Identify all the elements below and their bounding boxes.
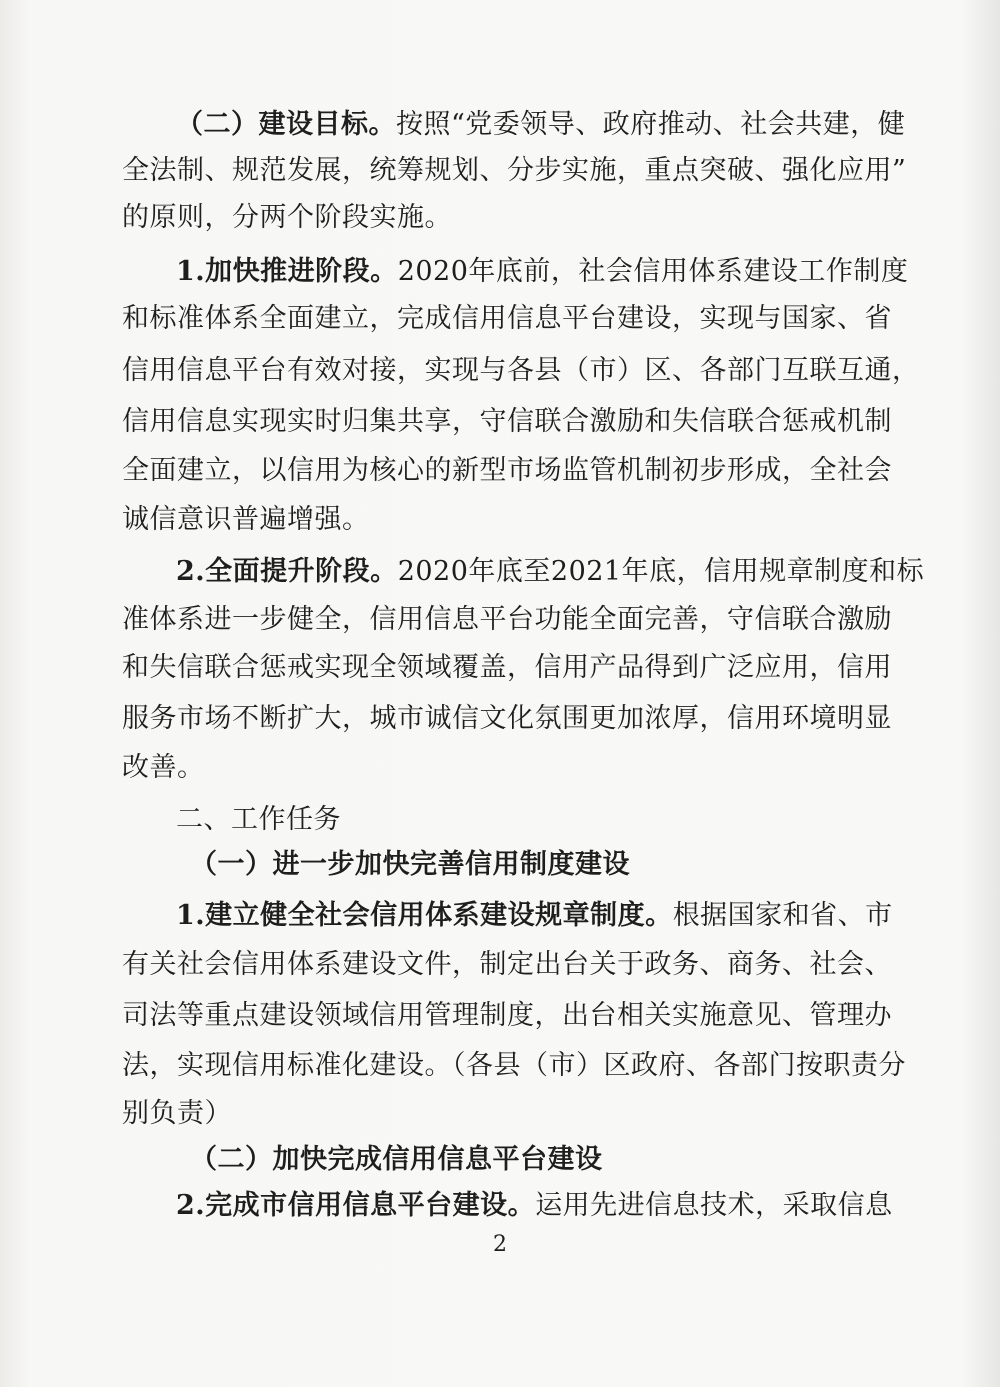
paragraph-task1-line-2: 有关社会信用体系建设文件，制定出台关于政务、商务、社会、: [122, 949, 892, 980]
paragraph-stage2-line-3: 和失信联合惩戒实现全领域覆盖，信用产品得到广泛应用，信用: [122, 652, 892, 683]
paragraph-stage1-line-1: 1.加快推进阶段。2020年底前，社会信用体系建设工作制度: [176, 256, 909, 287]
paragraph-stage2-line-2: 准体系进一步健全，信用信息平台功能全面完善，守信联合激励: [122, 604, 892, 635]
paragraph-task1-line-3: 司法等重点建设领域信用管理制度，出台相关实施意见、管理办: [122, 1000, 892, 1031]
paragraph-task1-line-1: 1.建立健全社会信用体系建设规章制度。根据国家和省、市: [176, 900, 893, 931]
heading-goals: （二）建设目标。: [176, 109, 396, 140]
paragraph-stage2-line-5: 改善。: [122, 752, 205, 783]
paragraph-goals-line-3: 的原则，分两个阶段实施。: [122, 202, 452, 233]
paragraph-task2-line-1: 2.完成市信用信息平台建设。运用先进信息技术，采取信息: [176, 1190, 893, 1221]
paragraph-stage2-line-1: 2.全面提升阶段。2020年底至2021年底，信用规章制度和标: [176, 556, 925, 587]
paragraph-stage2-line-4: 服务市场不断扩大，城市诚信文化氛围更加浓厚，信用环境明显: [122, 703, 892, 734]
paragraph-stage1-line-4: 信用信息实现实时归集共享，守信联合激励和失信联合惩戒机制: [122, 406, 892, 437]
heading-task2: 2.完成市信用信息平台建设。: [176, 1190, 536, 1221]
heading-stage2: 2.全面提升阶段。: [176, 556, 398, 587]
paragraph-goals-line-2: 全法制、规范发展，统筹规划、分步实施，重点突破、强化应用”: [122, 155, 907, 186]
page-number: 2: [493, 1232, 507, 1257]
subheading-platform: （二）加快完成信用信息平台建设: [190, 1144, 603, 1175]
paragraph-task1-line-5: 别负责）: [122, 1098, 232, 1129]
heading-task1: 1.建立健全社会信用体系建设规章制度。: [176, 900, 673, 931]
subheading-credit-system: （一）进一步加快完善信用制度建设: [190, 849, 630, 880]
paragraph-stage1-line-6: 诚信意识普遍增强。: [122, 504, 370, 535]
paragraph-stage1-line-2: 和标准体系全面建立，完成信用信息平台建设，实现与国家、省: [122, 303, 892, 334]
paragraph-task1-line-4: 法，实现信用标准化建设。（各县（市）区政府、各部门按职责分: [122, 1050, 906, 1081]
paragraph-stage1-line-3: 信用信息平台有效对接，实现与各县（市）区、各部门互联互通，: [122, 355, 920, 386]
paragraph-goals-line-1: （二）建设目标。按照“党委领导、政府推动、社会共建，健: [176, 109, 906, 140]
heading-stage1: 1.加快推进阶段。: [176, 256, 398, 287]
paragraph-stage1-line-5: 全面建立，以信用为核心的新型市场监管机制初步形成，全社会: [122, 455, 892, 486]
section-heading-tasks: 二、工作任务: [176, 804, 341, 835]
